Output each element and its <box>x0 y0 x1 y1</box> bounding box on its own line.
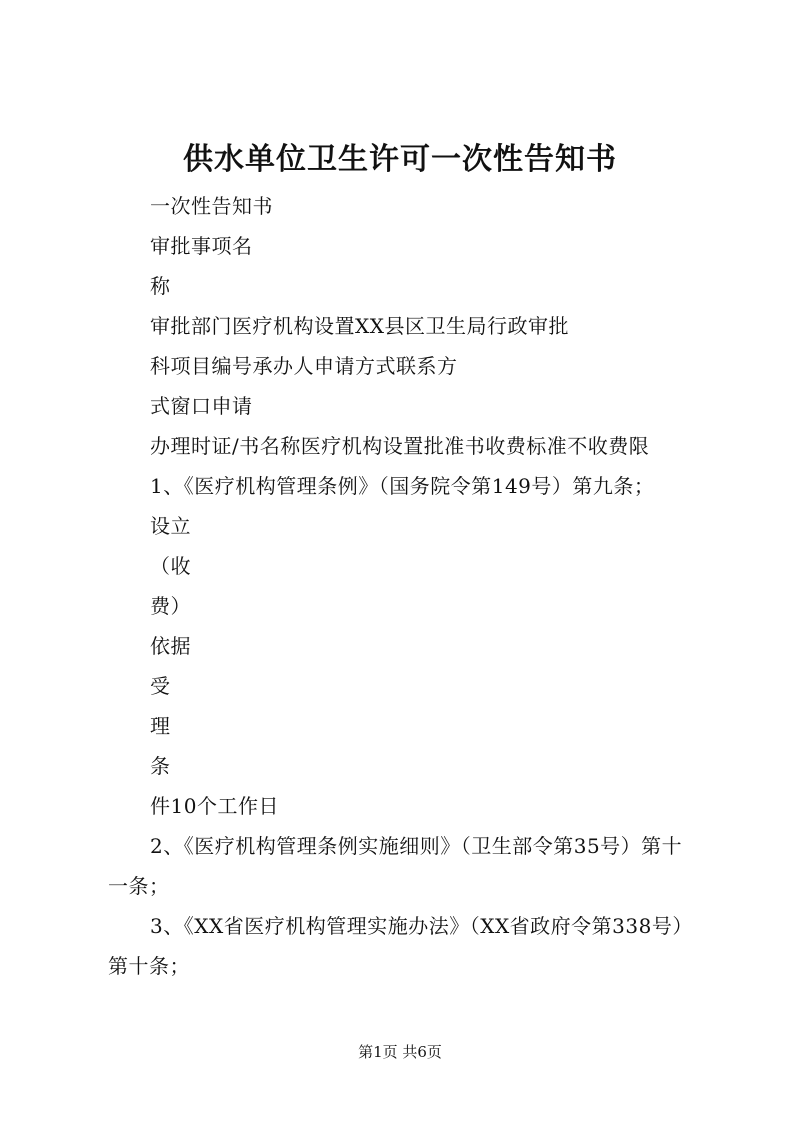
page-number-footer: 第1页 共6页 <box>358 1043 442 1061</box>
text-line: 1、《医疗机构管理条例》（国务院令第149号）第九条； <box>150 474 655 498</box>
text-line: 3、《XX省医疗机构管理实施办法》（XX省政府令第338号） <box>150 914 693 938</box>
text-line: 审批事项名 <box>150 234 253 258</box>
text-line: 办理时证/书名称医疗机构设置批准书收费标准不收费限 <box>150 434 650 458</box>
text-line: 费） <box>150 594 191 618</box>
text-line: 条 <box>150 754 171 778</box>
text-line: 式窗口申请 <box>150 394 253 418</box>
text-line: 设立 <box>150 514 191 538</box>
text-line: 审批部门医疗机构设置XX县区卫生局行政审批 <box>150 314 569 338</box>
text-line: 科项目编号承办人申请方式联系方 <box>150 354 458 378</box>
text-line: 一条； <box>108 874 170 898</box>
text-line: （收 <box>150 554 191 578</box>
text-line: 件10个工作日 <box>150 794 279 818</box>
text-line: 称 <box>150 274 171 298</box>
document-title: 供水单位卫生许可一次性告知书 <box>183 142 617 177</box>
text-line: 理 <box>150 714 171 738</box>
text-line: 一次性告知书 <box>150 194 273 218</box>
text-line: 第十条； <box>108 954 190 978</box>
text-line: 依据 <box>150 634 191 658</box>
text-line: 2、《医疗机构管理条例实施细则》（卫生部令第35号）第十 <box>150 834 683 858</box>
text-line: 受 <box>150 674 171 698</box>
